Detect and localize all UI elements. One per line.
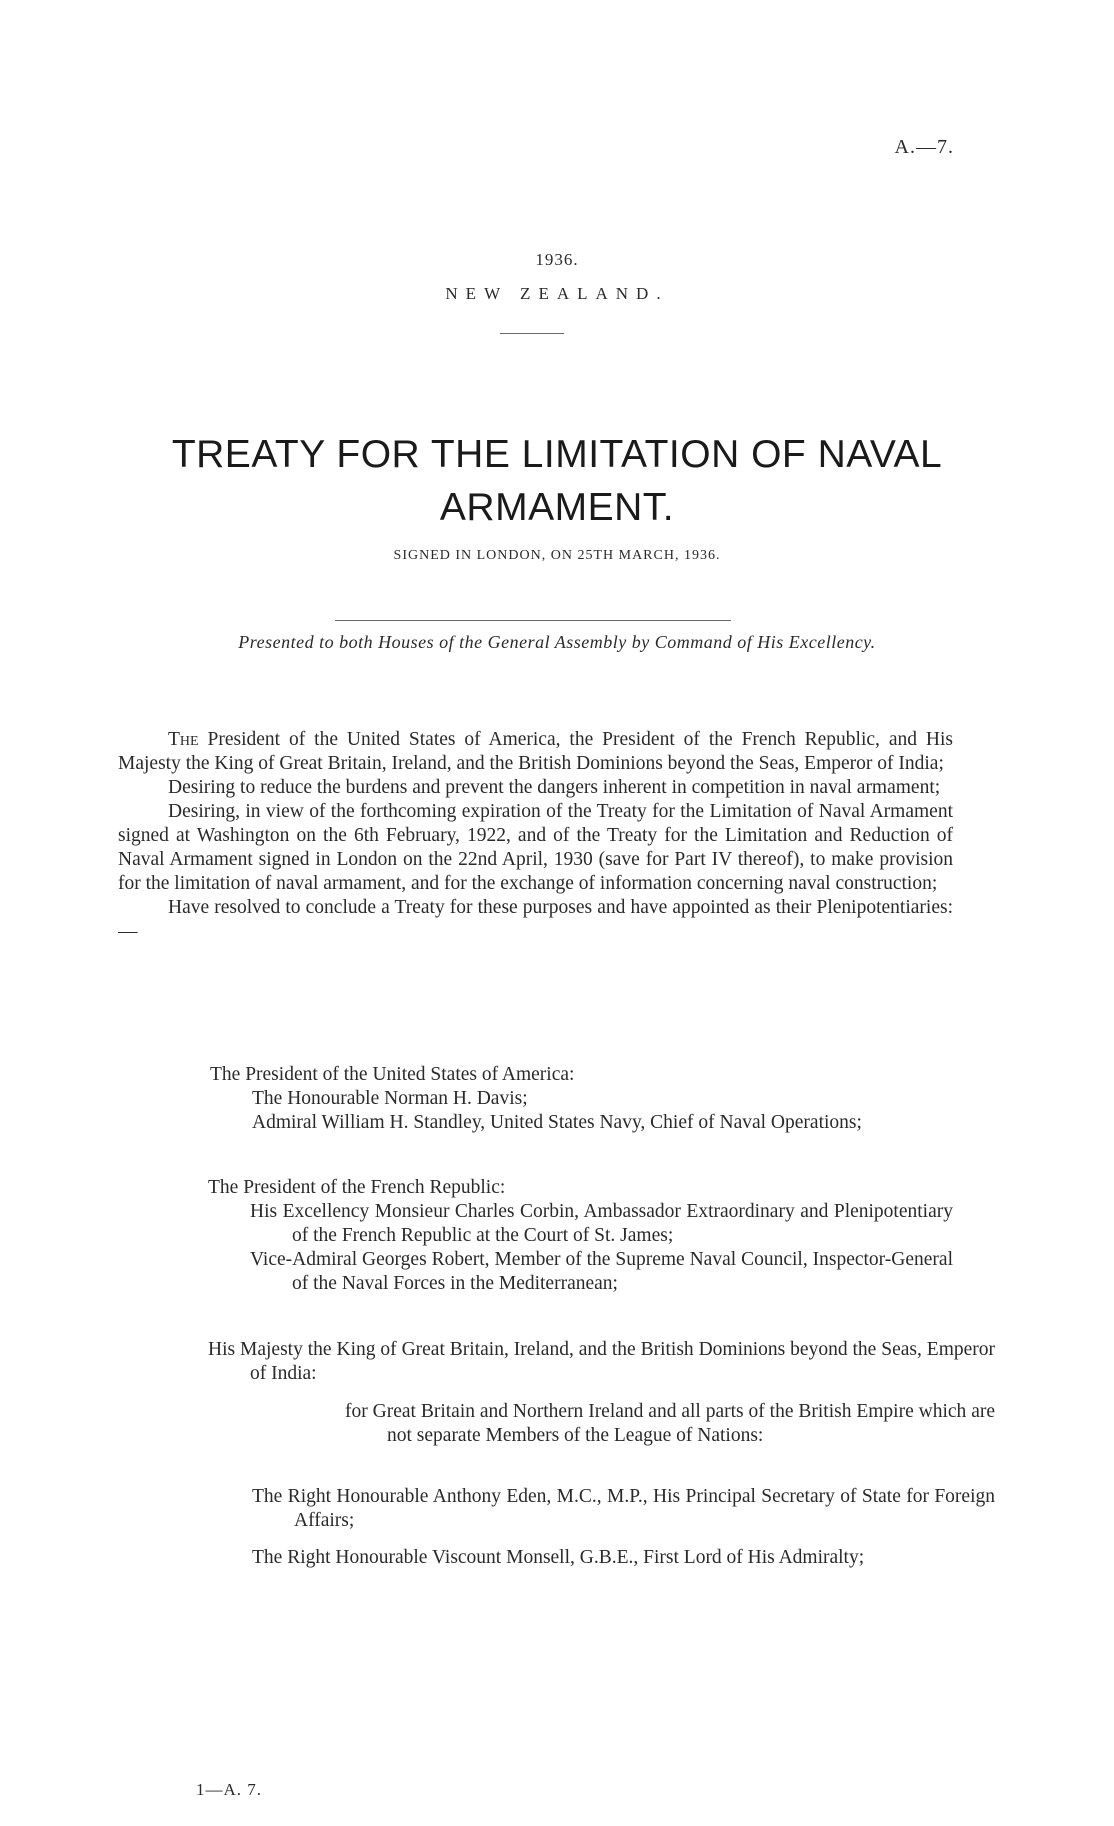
document-year: 1936. — [535, 250, 579, 269]
footer-reference: 1—A. 7. — [196, 1780, 263, 1799]
preamble-paragraph-1 — [118, 728, 953, 776]
france-heading: The President of the French Republic: — [208, 1177, 506, 1198]
france-member-1: His Excellency Monsieur Charles Corbin, Ambassador Extraordinary and Plenipotentiary of the French Republic at the Court of St. James; — [250, 1201, 953, 1246]
britain-heading: His Majesty the King of Great Britain, Ireland, and the British Dominions beyond the Seas, Emperor of India: — [208, 1339, 995, 1384]
usa-member-2: Admiral William H. Standley, United States Navy, Chief of Naval Operations; — [252, 1112, 862, 1133]
france-plenipotentiaries — [208, 1176, 953, 1296]
page-title — [0, 428, 1114, 534]
preamble-paragraph-1-text: President of the United States of America, the President of the French Republic, and His Majesty the King of Great Britain, Ireland, and the British Dominions beyond the Seas, Emperor of India; — [118, 729, 953, 774]
preamble — [118, 728, 953, 944]
france-member-2: Vice-Admiral Georges Robert, Member of the Supreme Naval Council, Inspector-General of the Naval Forces in the Mediterranean; — [250, 1249, 953, 1294]
britain-member-1: The Right Honourable Anthony Eden, M.C., M.P., His Principal Secretary of State for Foreign Affairs; — [252, 1486, 995, 1531]
divider-short — [500, 333, 564, 334]
country-heading: NEW ZEALAND. — [445, 284, 669, 303]
signed-line: SIGNED IN LONDON, ON 25TH MARCH, 1936. — [393, 548, 721, 563]
usa-heading: The President of the United States of America: — [210, 1064, 575, 1085]
britain-subheading: for Great Britain and Northern Ireland and all parts of the British Empire which are not separate Members of the League of Nations: — [345, 1401, 995, 1446]
preamble-paragraph-3: Desiring, in view of the forthcoming expiration of the Treaty for the Limitation of Naval Armament signed at Washington on the 6th February, 1922, and of the Treaty for the Limitation and Reduction of Naval Armament signed in London on the 22nd April, 1930 (save for Part IV thereof), to make provision for the limitation of naval armament, and for the exchange of information concerning naval construction; — [118, 801, 953, 894]
divider-long — [335, 620, 731, 621]
title-line-1: TREATY FOR THE LIMITATION OF NAVAL — [171, 433, 943, 476]
usa-member-1: The Honourable Norman H. Davis; — [252, 1088, 528, 1109]
usa-plenipotentiaries — [210, 1063, 953, 1135]
preamble-paragraph-4: Have resolved to conclude a Treaty for these purposes and have appointed as their Plenipotentiaries:— — [118, 897, 953, 942]
britain-member-2: The Right Honourable Viscount Monsell, G.B.E., First Lord of His Admiralty; — [252, 1547, 865, 1568]
page-reference: A.—7. — [894, 136, 954, 158]
preamble-lead-word: The — [168, 729, 199, 750]
presented-line: Presented to both Houses of the General Assembly by Command of His Excellency. — [238, 632, 876, 652]
title-line-2: ARMAMENT. — [439, 486, 675, 529]
preamble-paragraph-2: Desiring to reduce the burdens and prevent the dangers inherent in competition in naval armament; — [168, 777, 941, 798]
